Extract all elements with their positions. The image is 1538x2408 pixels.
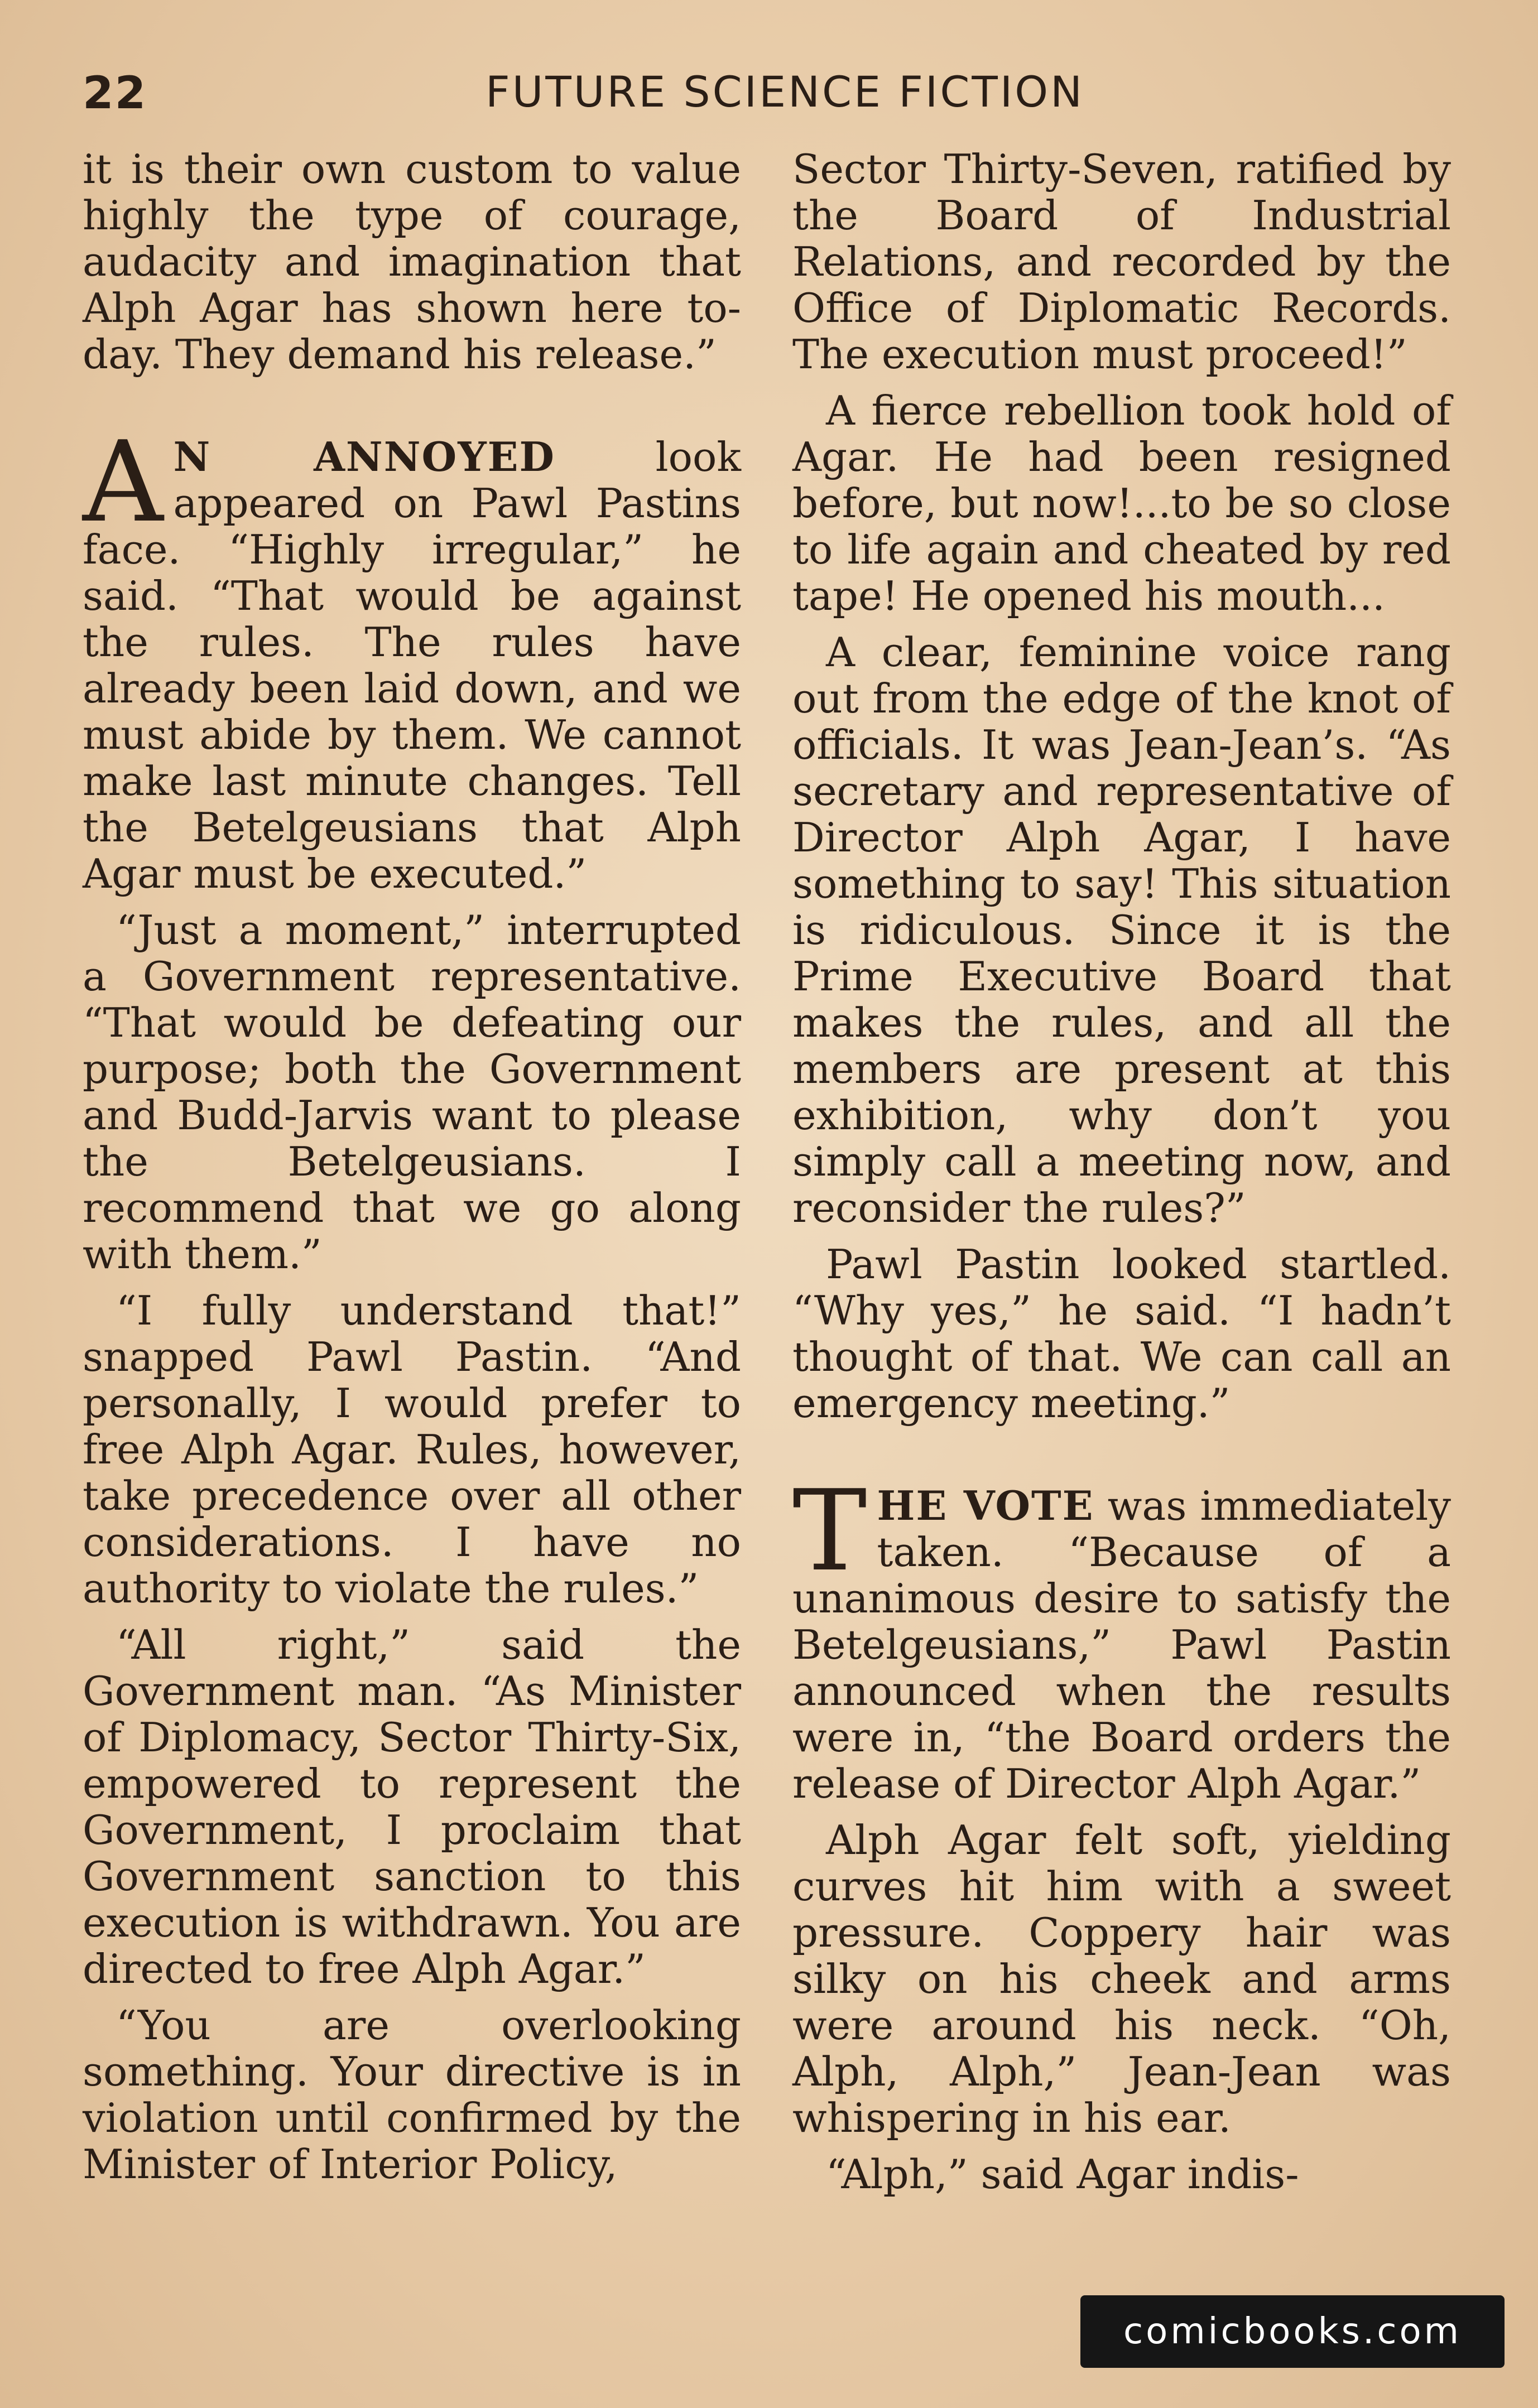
lead-in: HE VOTE — [877, 1482, 1094, 1529]
paragraph: Sector Thirty-Seven, ratified by the Board of Industrial Relations, and recorded by the Office of Diplomatic Records. The execution must proceed!” — [792, 146, 1451, 378]
drop-cap: T — [792, 1466, 867, 1596]
paragraph: A fierce rebellion took hold of Agar. He had been resigned before, but now!...to be so close to life again and cheated by red tape! He opened his mouth... — [792, 387, 1451, 619]
left-column — [83, 146, 741, 2188]
paragraph: “You are overlooking something. Your directive is in violation until confirmed by the Minister of Interior Policy, — [83, 2002, 741, 2188]
running-head: FUTURE SCIENCE FICTION — [486, 67, 1084, 117]
paragraph-text: was immediately taken. “Because of a unanimous desire to satisfy the Betelgeusians,” Pawl Pastin announced when the results were in, “the Board orders the release of Director Alph Agar.” — [792, 1482, 1452, 1807]
right-column — [792, 146, 1451, 2198]
paragraph: “I fully understand that!” snapped Pawl Pastin. “And personally, I would prefer to free Alph Agar. Rules, however, take precedence over all other considerations. I have no authority to violate the rules.” — [83, 1287, 741, 1612]
paragraph: “Just a moment,” interrupted a Government representative. “That would be defeating our purpose; both the Government and Budd-Jarvis want to please the Betelgeusians. I recommend that we go along with them.” — [83, 907, 741, 1278]
paragraph-dropcap — [792, 1466, 1452, 1807]
paragraph-dropcap — [83, 417, 741, 897]
watermark-badge — [1080, 2295, 1505, 2368]
page-number: 22 — [83, 67, 147, 119]
paragraph-text: look appeared on Pawl Pastins face. “Highly irregular,” he said. “That would be against the rules. The rules have already been laid down, and we must abide by them. We cannot make last minute changes. Tell the Betelgeusians that Alph Agar must be executed.” — [83, 434, 741, 897]
paragraph: it is their own custom to value highly the type of courage, audacity and imagination that Alph Agar has shown here to-day. They demand his release.” — [83, 146, 741, 378]
paragraph: “All right,” said the Government man. “As Minister of Diplomacy, Sector Thirty-Six, empowered to represent the Government, I proclaim that Government sanction to this execution is withdrawn. You are directed to free Alph Agar.” — [83, 1621, 741, 1992]
drop-cap: A — [83, 417, 164, 547]
watermark-text: comicbooks.com — [1123, 2311, 1462, 2352]
lead-in: N ANNOYED — [173, 433, 555, 480]
paragraph: Alph Agar felt soft, yielding curves hit him with a sweet pressure. Coppery hair was silky on his cheek and arms were around his neck. “Oh, Alph, Alph,” Jean-Jean was whispering in his ear. — [792, 1817, 1451, 2141]
page-header — [0, 61, 1538, 139]
paragraph: A clear, feminine voice rang out from the edge of the knot of officials. It was Jean-Jean’s. “As secretary and representative of Director Alph Agar, I have something to say! This situation is ridiculous. Since it is the Prime Executive Board that makes the rules, and all the members are present at this exhibition, why don’t you simply call a meeting now, and reconsider the rules?” — [792, 629, 1451, 1231]
paragraph: “Alph,” said Agar indis- — [826, 2151, 1299, 2198]
paragraph: Pawl Pastin looked startled. “Why yes,” he said. “I hadn’t thought of that. We can call an emergency meeting.” — [792, 1241, 1451, 1427]
